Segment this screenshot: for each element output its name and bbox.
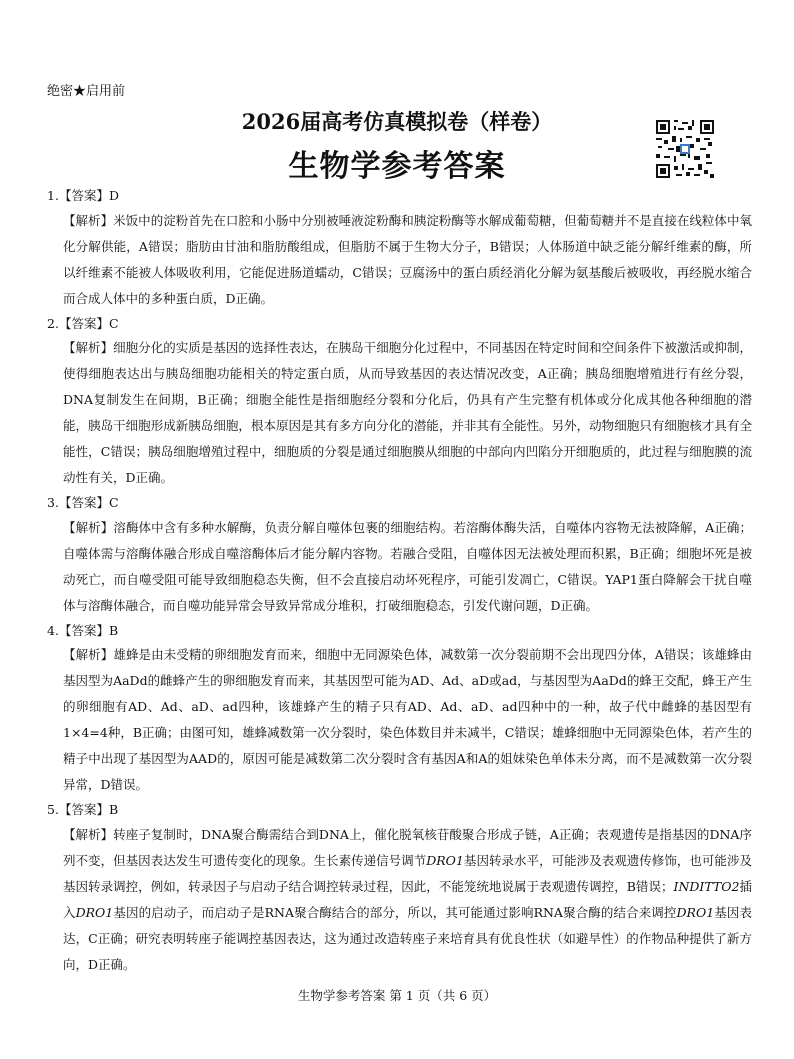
exam-title: 2026届高考仿真模拟卷（样卷） xyxy=(241,109,553,134)
answer-line: 3.【答案】C xyxy=(47,495,119,510)
explanation: 【解析】米饭中的淀粉首先在口腔和小肠中分别被唾液淀粉酶和胰淀粉酶等水解成葡萄糖，但葡萄糖并不是直接在线粒体中氧化分解供能，A错误；脂肪由甘油和脂肪酸组成，但脂肪不属于生物大分子，B错误；人体肠道中缺乏能分解纤维素的酶，所以纤维素不能被人体吸收利用，它能促进肠道蠕动，C错误；豆腐汤中的蛋白质经消化分解为氨基酸后被吸收，再经脱水缩合而合成人体中的多种蛋白质，D正确。 xyxy=(63,212,752,306)
question-4 xyxy=(47,619,752,799)
question-5 xyxy=(47,798,752,978)
explanation: 【解析】细胞分化的实质是基因的选择性表达，在胰岛干细胞分化过程中，不同基因在特定时间和空间条件下被激活或抑制，使得细胞表达出与胰岛细胞功能相关的特定蛋白质，从而导致基因的表达情况改变，A正确；胰岛细胞增殖进行有丝分裂，DNA复制发生在间期，B正确；细胞全能性是指细胞经分裂和分化后，仍具有产生完整有机体或分化成其他各种细胞的潜能，胰岛干细胞形成新胰岛细胞，根本原因是其有多方向分化的潜能，并非其有全能性。另外，动物细胞只有细胞核才具有全能性，C错误；胰岛细胞增殖过程中，细胞质的分裂是通过细胞膜从细胞的中部向内凹陷分开细胞质的，此过程与细胞膜的流动性有关，D正确。 xyxy=(63,340,752,485)
secret-label: 绝密★启用前 xyxy=(47,84,126,99)
question-3 xyxy=(47,491,752,619)
page-title: 生物学参考答案 xyxy=(288,149,506,184)
answer-line: 4.【答案】B xyxy=(47,622,119,638)
explanation: 【解析】转座子复制时，DNA聚合酶需结合到DNA上，催化脱氧核苷酸聚合形成子链，A正确；表观遗传是指基因的DNA序列不变，但基因表达发生可遗传变化的现象。生长素传递信号调节DRO1基因转录水平，可能涉及表观遗传修饰，也可能涉及基因转录调控，例如，转录因子与启动子结合调控转录过程，因此，不能笼统地说属于表观遗传调控，B错误；INDITTO2插入DRO1基因的启动子，而启动子是RNA聚合酶结合的部分，所以，其可能通过影响RNA聚合酶的结合来调控DRO1基因表达，C正确；研究表明转座子能调控基因表达，这为通过改造转座子来培育具有优良性状（如避旱性）的作物品种提供了新方向，D正确。 xyxy=(63,826,752,972)
answer-list xyxy=(47,184,752,978)
question-2 xyxy=(47,312,752,492)
explanation: 【解析】溶酶体中含有多种水解酶，负责分解自噬体包裹的细胞结构。若溶酶体酶失活，自噬体内容物无法被降解，A正确；自噬体需与溶酶体融合形成自噬溶酶体后才能分解内容物。若融合受阻，自噬体因无法被处理而积累，B正确；细胞坏死是被动死亡，而自噬受阻可能导致细胞稳态失衡，但不会直接启动坏死程序，可能引发凋亡，C错误。YAP1蛋白降解会干扰自噬体与溶酶体融合，而自噬功能异常会导致异常成分堆积，打破细胞稳态，引发代谢问题，D正确。 xyxy=(63,519,752,613)
explanation: 【解析】雄蜂是由未受精的卵细胞发育而来，细胞中无同源染色体，减数第一次分裂前期不会出现四分体，A错误；该雄蜂由基因型为AaDd的雌蜂产生的卵细胞发育而来，其基因型可能为AD、Ad、aD或ad，与基因型为AaDd的蜂王交配，蜂王产生的卵细胞有AD、Ad、aD、ad四种，该雄蜂产生的精子只有AD、Ad、aD、ad四种中的一种，故子代中雌蜂的基因型有1×4=4种，B正确；由图可知，雄蜂减数第一次分裂时，染色体数目并未减半，C错误；雄蜂细胞中无同源染色体，若产生的精子中出现了基因型为AAD的，原因可能是减数第二次分裂时含有基因A和A的姐妹染色单体未分离，而不是减数第一次分裂异常，D错误。 xyxy=(63,647,752,792)
qr-code-icon xyxy=(656,120,714,178)
answer-line: 2.【答案】C xyxy=(47,315,119,331)
page-footer: 生物学参考答案 第 1 页（共 6 页） xyxy=(297,988,497,1003)
answer-line: 1.【答案】D xyxy=(47,188,119,203)
answer-line: 5.【答案】B xyxy=(47,802,119,817)
question-1 xyxy=(47,184,752,312)
